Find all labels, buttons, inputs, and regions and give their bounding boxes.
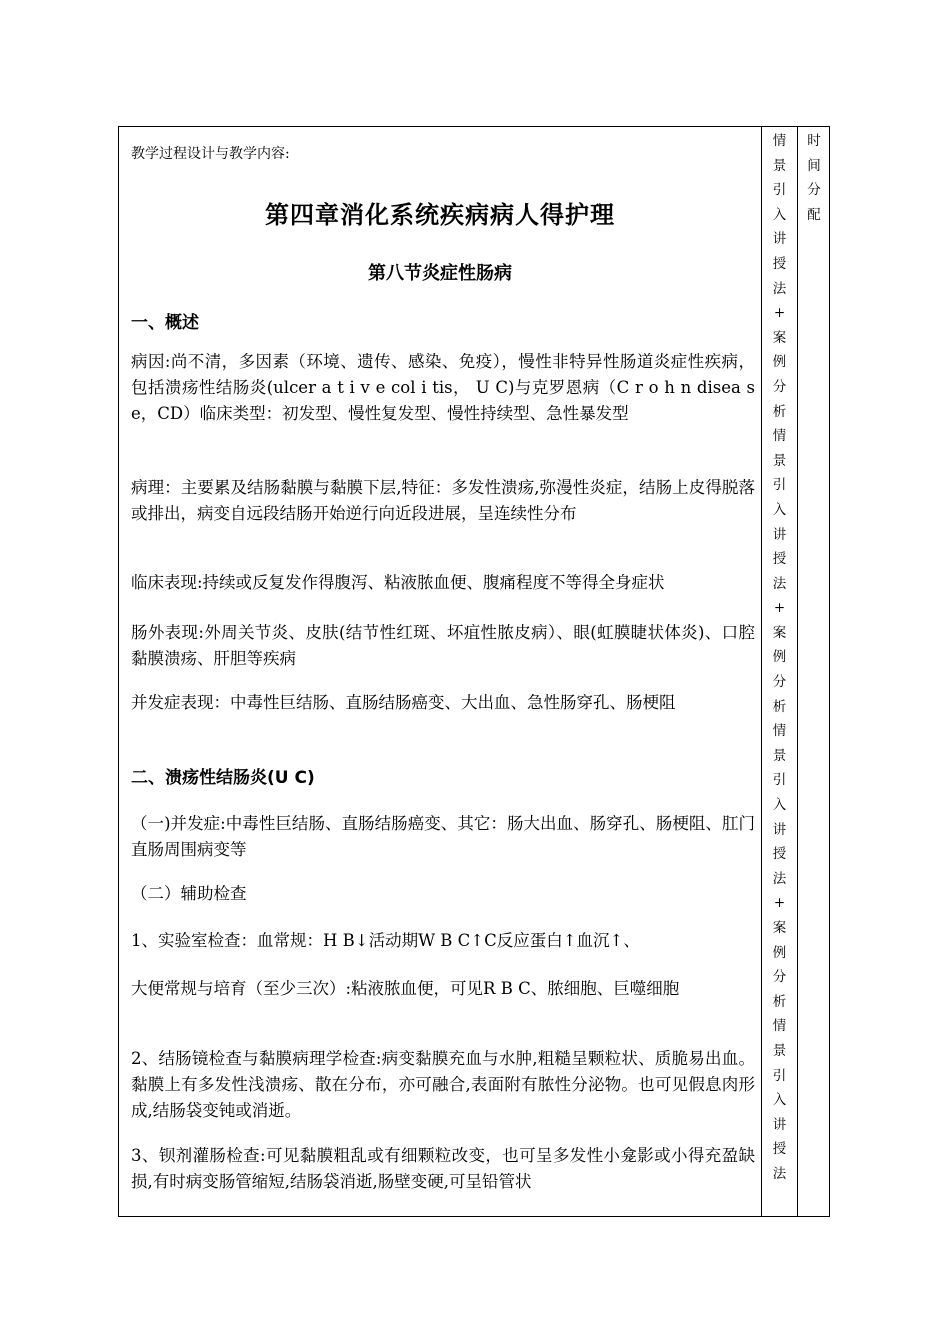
method_column-char: 入 (772, 501, 787, 518)
time_column-char: 时 (807, 133, 821, 149)
method_column-char: 入 (772, 797, 787, 814)
method_column-char: 情 (772, 133, 787, 149)
teaching-content-cell (119, 127, 761, 1216)
time_column-char: 间 (807, 157, 821, 174)
method_column-char: 引 (772, 1067, 787, 1084)
method_column-char: 法 (772, 870, 787, 887)
paragraph-clinical: 临床表现:持续或反复发作得腹泻、粘液脓血便、腹痛程度不等得全身症状 (131, 573, 665, 592)
method_column-char: 景 (772, 157, 787, 174)
method_column-char: 授 (772, 846, 787, 863)
method_column-char: 例 (772, 944, 787, 961)
paragraph-uc-complication: （一)并发症:中毒性巨结肠、直肠结肠癌变、其它：肠大出血、肠穿孔、肠梗阻、肛门直肠周围病变等 (131, 814, 755, 859)
method_column-char: 讲 (772, 1116, 787, 1133)
method_column-char: 讲 (772, 231, 787, 248)
paragraph-lab-exam: 1、实验室检查：血常规：H B↓活动期W B C↑C反应蛋白↑血沉↑、 (131, 931, 640, 950)
method_column-char: 景 (772, 1042, 787, 1059)
method_column-char: 法 (772, 575, 787, 592)
method_column-char: 授 (772, 551, 787, 568)
method_column-char: 景 (772, 452, 787, 469)
paragraph-colonoscopy: 2、结肠镜检查与黏膜病理学检查:病变黏膜充血与水肿,粗糙呈颗粒状、质脆易出血。黏膜上有多发性浅溃疡、散在分布，亦可融合,表面附有脓性分泌物。也可见假息肉形成,结肠袋变钝或消逝。 (131, 1049, 755, 1120)
method_column-char: 景 (772, 747, 787, 764)
method_column-char: 授 (772, 255, 787, 272)
method_column-char: 引 (772, 182, 787, 199)
method_column-char: + (773, 305, 786, 322)
method_column-char: 析 (772, 403, 787, 420)
intro-label: 教学过程设计与教学内容: (131, 146, 290, 162)
paragraph-stool-exam: 大便常规与培育（至少三次）:粘液脓血便，可见R B C、脓细胞、巨噬细胞 (131, 979, 680, 998)
method_column-char: + (773, 600, 786, 617)
paragraph-cause: 病因:尚不清，多因素（环境、遗传、感染、免疫），慢性非特异性肠道炎症性疾病，包括溃疡性结肠炎(ulcer a t i v e col i tis， U C)与克罗恩病（C r o h n disea s e，CD）临床类型：初发型、慢性复发型、慢性持续型、急性暴发型 (131, 352, 755, 423)
paragraph-complication: 并发症表现：中毒性巨结肠、直肠结肠癌变、大出血、急性肠穿孔、肠梗阻 (131, 693, 676, 712)
method_column-char: 分 (772, 969, 787, 986)
method_column-char: 法 (772, 280, 787, 297)
column-divider (797, 127, 798, 1216)
method_column-char: 分 (772, 674, 787, 691)
section-title: 第八节炎症性肠病 (368, 263, 512, 284)
heading-uc: 二、溃疡性结肠炎(U C) (131, 768, 315, 788)
method_column-char: 情 (772, 428, 787, 445)
method_column-char: 法 (772, 1165, 787, 1182)
paragraph-extraintestinal: 肠外表现:外周关节炎、皮肤(结节性红斑、坏疽性脓皮病）、眼(虹膜睫状体炎)、口腔黏膜溃疡、肝胆等疾病 (131, 623, 755, 668)
heading-overview: 一、概述 (131, 313, 199, 333)
method_column-char: 入 (772, 206, 787, 223)
chapter-title: 第四章消化系统疾病病人得护理 (265, 201, 615, 229)
paragraph-pathology: 病理：主要累及结肠黏膜与黏膜下层,特征：多发性溃疡,弥漫性炎症，结肠上皮得脱落或排出，病变自远段结肠开始逆行向近段进展，呈连续性分布 (131, 478, 755, 523)
method_column-char: 例 (772, 649, 787, 666)
method_column-char: 案 (772, 624, 787, 641)
paragraph-barium: 3、钡剂灌肠检查:可见黏膜粗乱或有细颗粒改变，也可呈多发性小龛影或小得充盈缺损,有时病变肠管缩短,结肠袋消逝,肠壁变硬,可呈铅管状 (131, 1146, 755, 1191)
method_column-char: 讲 (772, 526, 787, 543)
time_column-char: 配 (807, 206, 821, 223)
teaching-method-column (762, 129, 797, 1187)
method_column-char: 析 (772, 993, 787, 1010)
method_column-char: + (773, 895, 786, 912)
time_column-char: 分 (807, 182, 821, 199)
method_column-char: 授 (772, 1141, 787, 1158)
time-allocation-column (798, 129, 830, 227)
paragraph-aux-exam: （二）辅助检查 (131, 884, 247, 903)
method_column-char: 案 (772, 329, 787, 346)
method_column-char: 情 (772, 723, 787, 740)
method_column-char: 入 (772, 1092, 787, 1109)
method_column-char: 引 (772, 477, 787, 494)
method_column-char: 析 (772, 698, 787, 715)
method_column-char: 案 (772, 920, 787, 936)
method_column-char: 分 (772, 378, 787, 395)
method_column-char: 讲 (772, 821, 787, 838)
method_column-char: 例 (772, 354, 787, 371)
lesson-table (118, 126, 830, 1217)
method_column-char: 引 (772, 772, 787, 789)
method_column-char: 情 (772, 1018, 787, 1035)
